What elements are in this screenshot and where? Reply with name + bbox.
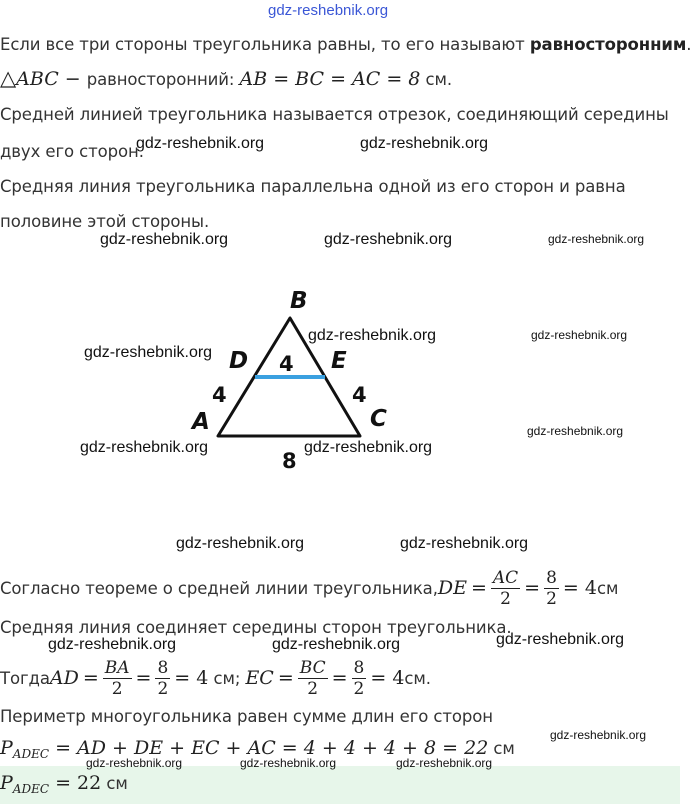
watermark: gdz-reshebnik.org [272,636,401,653]
midline-connects: Средняя линия соединяет середины сторон треугольника. [0,618,512,637]
label-b: B [290,288,308,314]
unit-cm: см. [420,70,452,89]
fraction-ac-over-2 [491,568,520,609]
length-ec: 4 [352,383,367,407]
watermark: gdz-reshebnik.org [396,756,493,770]
watermark: gdz-reshebnik.org [48,636,177,653]
triangle-name: ABC [16,68,59,90]
watermark: gdz-reshebnik.org [100,231,229,248]
watermark: gdz-reshebnik.org [360,135,489,152]
equals: = [82,667,99,689]
watermark: gdz-reshebnik.org [531,328,628,342]
sides-equation: AB = BC = AC = 8 [239,68,421,90]
answer-subscript: ADEC [12,782,50,796]
denominator: 2 [546,588,557,609]
numerator: 8 [546,567,557,588]
denominator: 2 [111,678,123,699]
then-line [0,654,431,702]
watermark: gdz-reshebnik.org [496,631,625,648]
watermark-top: gdz-reshebnik.org [268,2,389,19]
numerator: 8 [157,657,169,678]
equilateral-word: равносторонний: [86,70,240,89]
denominator: 2 [500,588,511,609]
term-equilateral: равносторонним [529,35,687,54]
midline-definition-end: двух его сторон. [0,142,144,161]
denominator: 2 [307,678,319,699]
equals: = [277,667,294,689]
result-ec: = 4 [370,667,405,689]
watermark: gdz-reshebnik.org [527,424,624,438]
triangle-symbol: △ [0,66,17,90]
fraction-8-over-2 [155,658,170,699]
unit-cm: см [101,774,128,793]
denominator: 2 [157,678,169,699]
numerator: 8 [353,657,365,678]
length-ad: 4 [212,383,227,407]
watermark: gdz-reshebnik.org [308,327,437,344]
perimeter-definition: Периметр многоугольника равен сумме длин его сторон [0,707,493,726]
denominator: 2 [353,678,365,699]
perimeter-subscript: ADEC [12,747,50,761]
numerator: AC [492,567,519,588]
watermark: gdz-reshebnik.org [548,232,645,246]
watermark: gdz-reshebnik.org [86,756,183,770]
perimeter-expression: = AD + DE + EC + AC = 4 + 4 + 4 + 8 = 22 [49,737,489,759]
fraction-8-over-2 [352,658,367,699]
theorem-result: = 4 [562,577,597,599]
lhs-ad: AD [49,667,79,689]
then-prefix: Тогда [0,668,50,688]
definition-equilateral [0,35,691,54]
theorem-text: Согласно теореме о средней линии треугольника, [0,578,438,598]
label-c: C [370,406,387,432]
fraction-ba-over-2 [103,658,132,699]
numerator: BC [299,657,326,678]
equals: = [524,577,541,599]
watermark: gdz-reshebnik.org [80,439,209,456]
label-a: A [192,409,210,435]
midline-property-end: половине этой стороны. [0,212,210,231]
unit-cm: см. [404,668,431,688]
watermark: gdz-reshebnik.org [550,728,647,742]
equals: = [470,577,487,599]
midline-definition: Средней линией треугольника называется отрезок, соединяющий середины [0,105,669,124]
equals: = [331,667,348,689]
length-ac: 8 [282,449,297,473]
period: . [686,35,691,54]
perimeter-p: P [0,737,13,759]
label-e: E [331,348,347,374]
length-de: 4 [279,352,294,376]
answer-p: P [0,772,13,794]
answer [0,772,128,796]
equilateral-statement [0,66,452,90]
watermark: gdz-reshebnik.org [84,344,213,361]
watermark: gdz-reshebnik.org [324,231,453,248]
fraction-bc-over-2 [298,658,328,699]
midline-property: Средняя линия треугольника параллельна одной из его сторон и равна [0,177,626,196]
result-ad: = 4 [174,667,209,689]
label-d: D [229,348,249,374]
watermark: gdz-reshebnik.org [400,535,529,552]
watermark: gdz-reshebnik.org [240,756,337,770]
lhs-ec: EC [245,667,274,689]
equals: = [135,667,152,689]
watermark: gdz-reshebnik.org [176,535,305,552]
definition-text: Если все три стороны треугольника равны, то его называют [0,35,530,54]
watermark: gdz-reshebnik.org [136,135,265,152]
unit-cm: см; [208,668,246,688]
dash: − [58,68,87,90]
numerator: BA [104,657,130,678]
fraction-8-over-2 [544,568,559,609]
watermark: gdz-reshebnik.org [304,439,433,456]
theorem-line [0,563,618,613]
unit-cm: см [596,578,619,598]
answer-expression: = 22 [49,772,102,794]
unit-cm: см [488,739,515,758]
theorem-lhs: DE [437,577,467,599]
